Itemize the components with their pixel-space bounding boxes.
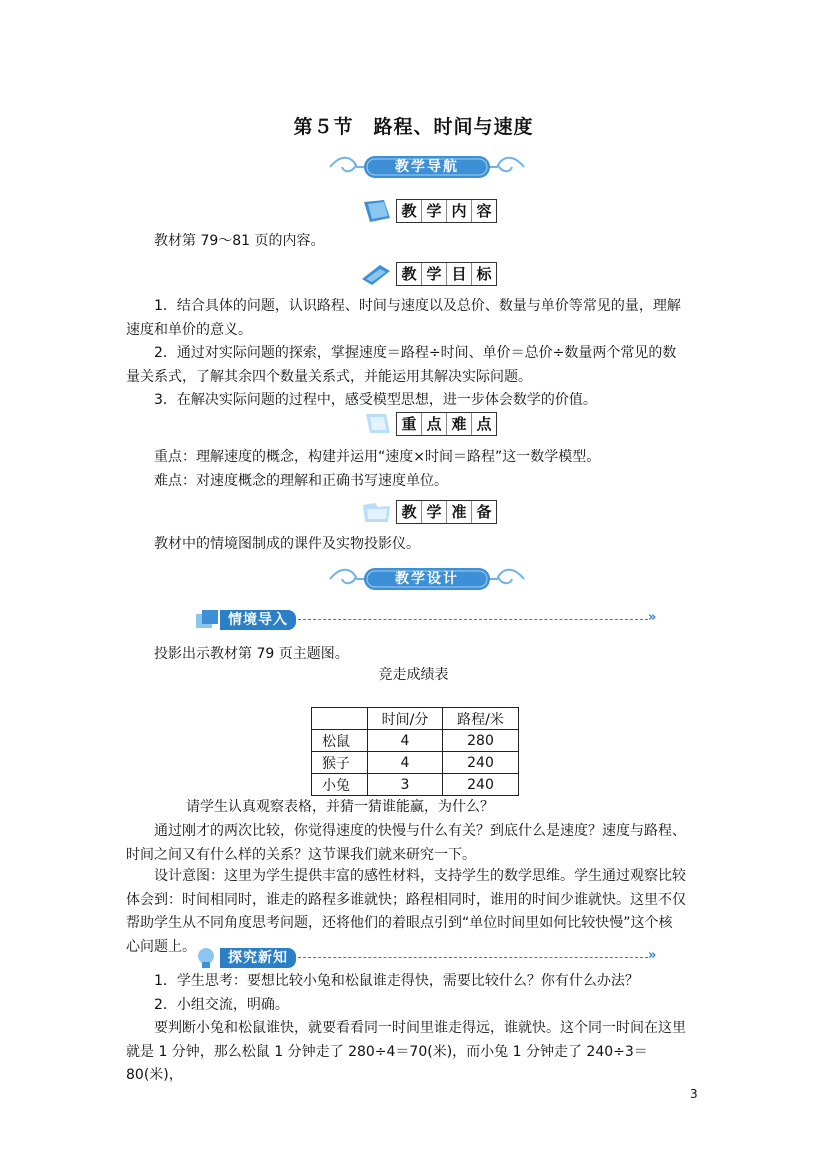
table-cell: 4 (368, 730, 443, 752)
table-header-row (312, 708, 519, 730)
table-row (312, 774, 519, 796)
explore-line: 就是 1 分钟，那么松鼠 1 分钟走了 280÷4＝70(米)，而小兔 1 分钟走了 240÷3＝80(米)， (126, 1043, 648, 1083)
banner-teaching-design (326, 563, 528, 595)
table-header-cell (312, 708, 368, 730)
design-line: 体会到：时间相同时，谁走的路程多谁就快；路程相同时，谁用的时间少谁就快。这里不仅 (126, 891, 686, 908)
design-line: 心问题上。 (126, 938, 196, 955)
table-cell: 小兔 (312, 774, 368, 796)
goal-line: 3．在解决实际问题的过程中，感受模型思想，进一步体会数学的价值。 (154, 392, 597, 408)
section-char: 教 (397, 263, 422, 285)
section-char: 难 (447, 413, 472, 435)
intro-text: 投影出示教材第 79 页主题图。 (154, 646, 349, 662)
section-char: 点 (422, 413, 447, 435)
page-title: 第５节 路程、时间与速度 (293, 116, 534, 138)
table-row (312, 752, 519, 774)
design-line: 帮助学生从不同角度思考问题，还将他们的着眼点引到“单位时间里如何比较快慢”这个核 (126, 915, 673, 931)
cube-icon (194, 608, 222, 632)
section-char: 容 (476, 202, 492, 220)
section-char: 教 (397, 501, 422, 523)
pen-icon (360, 261, 394, 287)
table-cell: 280 (443, 730, 519, 752)
table-row (312, 730, 519, 752)
explore-paragraph (126, 970, 701, 1088)
section-char: 学 (422, 263, 447, 285)
subsection-label: 情境导入 (220, 610, 296, 630)
compare-line: 时间之间又有什么样的关系？这节课我们就来研究一下。 (126, 846, 476, 863)
table-cell: 松鼠 (312, 730, 368, 752)
banner-label: 教学导航 (395, 159, 459, 175)
compare-line: 通过刚才的两次比较，你觉得速度的快慢与什么有关？到底什么是速度？速度与路程、 (154, 823, 686, 839)
goals-list (126, 295, 701, 413)
goal-line: 量关系式，了解其余四个数量关系式，并能运用其解决实际问题。 (126, 368, 532, 385)
goal-line: 2．通过对实际问题的探索，掌握速度＝路程÷时间、单价＝总价÷数量两个常见的数 (154, 345, 677, 361)
section-char: 教 (397, 200, 422, 222)
section-char: 点 (476, 415, 492, 433)
lightbulb-icon (194, 946, 222, 970)
section-char: 准 (447, 501, 472, 523)
double-chevron-icon: » (648, 948, 657, 963)
table-caption: 竞走成绩表 (378, 667, 449, 683)
explore-line: 2．小组交流，明确。 (154, 996, 289, 1013)
bookmark-icon (360, 411, 394, 437)
section-char: 学 (422, 501, 447, 523)
banner-teaching-navigation (326, 151, 528, 183)
folder-icon (360, 499, 394, 525)
table-cell: 3 (368, 774, 443, 796)
goal-line: 速度和单价的意义。 (126, 321, 252, 338)
table-cell: 240 (443, 774, 519, 796)
explore-line: 要判断小兔和松鼠谁快，就要看看同一时间里谁走得远，谁就快。这个同一时间在这里 (154, 1020, 686, 1036)
design-intent-paragraph (126, 865, 701, 959)
section-char: 学 (422, 200, 447, 222)
after-table-text: 请学生认真观察表格，并猜一猜谁能赢，为什么？ (186, 799, 494, 815)
table-header-cell: 路程/米 (443, 708, 519, 730)
design-line: 设计意图：这里为学生提供丰富的感性材料，支持学生的数学思维。学生通过观察比较 (154, 868, 686, 884)
book-icon (360, 198, 394, 224)
table-cell: 240 (443, 752, 519, 774)
key-point-line: 重点：理解速度的概念，构建并运用“速度×时间＝路程”这一数学模型。 (154, 449, 601, 465)
compare-paragraph (126, 820, 701, 867)
subsection-intro (194, 608, 664, 632)
content-text: 教材第 79～81 页的内容。 (154, 233, 325, 249)
goal-line: 1．结合具体的问题，认识路程、时间与速度以及总价、数量与单价等常见的量，理解 (154, 298, 681, 314)
banner-label: 教学设计 (395, 571, 459, 587)
dashed-divider (298, 957, 648, 958)
prep-text: 教材中的情境图制成的课件及实物投影仪。 (154, 536, 420, 552)
table-header-cell: 时间/分 (368, 708, 443, 730)
score-table (311, 707, 519, 796)
explore-line: 1．学生思考：要想比较小兔和松鼠谁走得快，需要比较什么？你有什么办法？ (154, 973, 639, 989)
section-char: 目 (447, 263, 472, 285)
page-number: 3 (690, 1087, 698, 1101)
table-cell: 4 (368, 752, 443, 774)
double-chevron-icon: » (648, 610, 657, 625)
subsection-label: 探究新知 (220, 948, 296, 968)
section-char: 备 (476, 503, 492, 521)
subsection-explore (194, 946, 664, 970)
section-char: 重 (397, 413, 422, 435)
section-char: 内 (447, 200, 472, 222)
dashed-divider (298, 619, 648, 620)
key-points (126, 446, 701, 493)
section-char: 标 (476, 265, 492, 283)
table-cell: 猴子 (312, 752, 368, 774)
key-point-line: 难点：对速度概念的理解和正确书写速度单位。 (154, 472, 448, 489)
